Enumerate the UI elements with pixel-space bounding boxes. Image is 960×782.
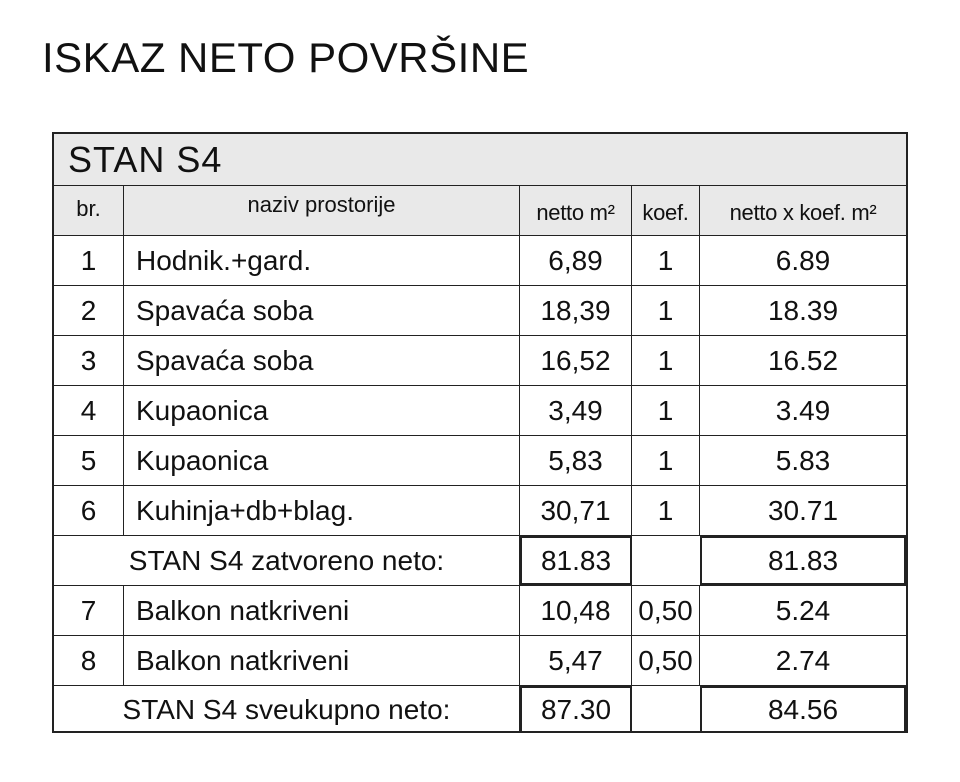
column-header-row [54, 186, 906, 236]
netto-koef-value: 30.71 [767, 494, 839, 526]
total-netto: 87.30 [520, 686, 632, 733]
table-header [54, 134, 906, 186]
room-name: Balkon natkriveni [124, 586, 520, 635]
room-name: Kuhinja+db+blag. [124, 486, 520, 535]
row-number: 6 [54, 486, 124, 535]
netto-koef-value: 6.89 [775, 244, 831, 276]
row-number: 8 [54, 636, 124, 685]
subtotal-netto: 81.83 [520, 536, 632, 585]
koef-value: 1 [632, 486, 700, 535]
row-number: 1 [54, 236, 124, 285]
koef-value: 1 [632, 336, 700, 385]
total-koef-empty [632, 686, 700, 733]
netto-koef-value: 5.24 [775, 594, 831, 626]
room-name: Spavaća soba [124, 286, 520, 335]
koef-value: 0,50 [632, 586, 700, 635]
col-header-netto-koef: netto x koef. m² [700, 186, 906, 235]
table-row [54, 636, 906, 686]
koef-value: 1 [632, 436, 700, 485]
netto-value: 5,47 [520, 636, 632, 685]
room-name: Kupaonica [124, 386, 520, 435]
row-number: 2 [54, 286, 124, 335]
row-number: 3 [54, 336, 124, 385]
row-number: 5 [54, 436, 124, 485]
room-name: Balkon natkriveni [124, 636, 520, 685]
netto-value: 5,83 [520, 436, 632, 485]
col-header-name: naziv prostorije [124, 186, 520, 235]
netto-koef-value: 18.39 [767, 294, 839, 326]
table-row [54, 586, 906, 636]
netto-koef-value: 3.49 [775, 394, 831, 426]
room-name: Spavaća soba [124, 336, 520, 385]
koef-value: 0,50 [632, 636, 700, 685]
total-netto-koef: 84.56 [700, 686, 906, 733]
netto-koef-value: 2.74 [775, 644, 831, 676]
row-number: 4 [54, 386, 124, 435]
total-row [54, 686, 906, 733]
subtotal-netto-koef: 81.83 [700, 536, 906, 585]
netto-koef-value: 16.52 [767, 344, 839, 376]
netto-value: 30,71 [520, 486, 632, 535]
total-label: STAN S4 sveukupno neto: [54, 686, 520, 733]
apartment-label: STAN S4 [68, 139, 223, 180]
col-header-br: br. [54, 186, 124, 235]
koef-value: 1 [632, 236, 700, 285]
room-name: Kupaonica [124, 436, 520, 485]
table-row [54, 336, 906, 386]
table-row [54, 486, 906, 536]
table-row [54, 236, 906, 286]
netto-value: 3,49 [520, 386, 632, 435]
netto-value: 6,89 [520, 236, 632, 285]
netto-value: 18,39 [520, 286, 632, 335]
table-row [54, 386, 906, 436]
row-number: 7 [54, 586, 124, 635]
subtotal-label: STAN S4 zatvoreno neto: [54, 536, 520, 585]
koef-value: 1 [632, 386, 700, 435]
koef-value: 1 [632, 286, 700, 335]
subtotal-row [54, 536, 906, 586]
area-table [52, 132, 908, 733]
subtotal-koef-empty [632, 536, 700, 585]
table-row [54, 286, 906, 336]
netto-value: 10,48 [520, 586, 632, 635]
netto-koef-value: 5.83 [775, 444, 831, 476]
netto-value: 16,52 [520, 336, 632, 385]
col-header-netto: netto m² [520, 186, 632, 235]
col-header-koef: koef. [632, 186, 700, 235]
room-name: Hodnik.+gard. [124, 236, 520, 285]
table-row [54, 436, 906, 486]
page-title: ISKAZ NETO POVRŠINE [42, 34, 530, 81]
